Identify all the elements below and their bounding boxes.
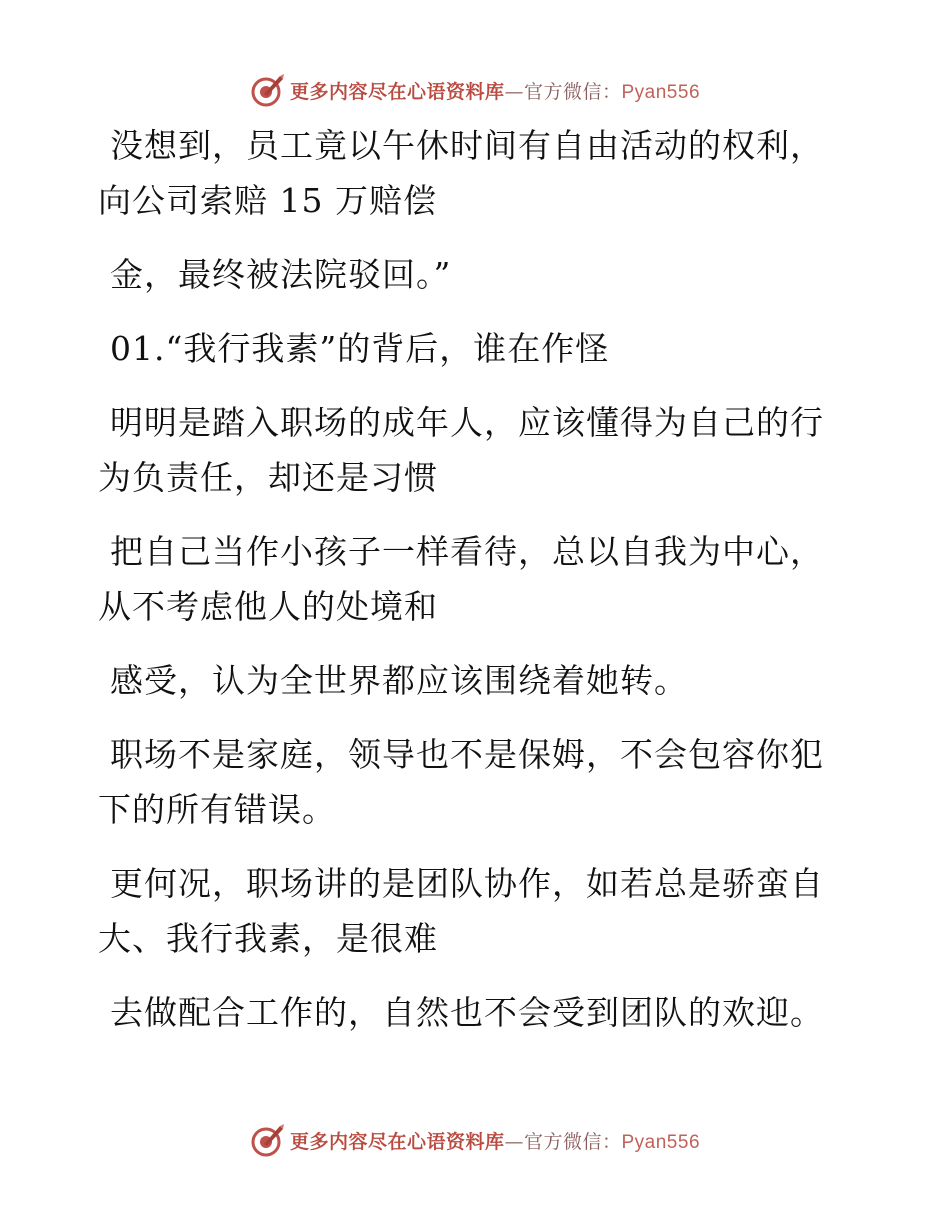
watermark-dash: —: [504, 1130, 524, 1153]
paragraph-line: 职场不是家庭，领导也不是保姆，不会包容你犯: [110, 735, 824, 774]
paragraph: [98, 247, 838, 302]
feather-logo-icon: [250, 72, 286, 108]
watermark-wechat-label: 官方微信：: [523, 80, 622, 103]
paragraph: [98, 856, 838, 966]
paragraph: [98, 524, 838, 634]
watermark-main: 更多内容尽在心语资料库: [289, 80, 505, 103]
paragraph-line: 明明是踏入职场的成年人，应该懂得为自己的行: [110, 403, 824, 442]
paragraph: [98, 653, 838, 708]
paragraph-line: 下的所有错误。: [98, 790, 336, 829]
watermark-wechat-id: Pyan556: [621, 1131, 701, 1153]
paragraph-line: 没想到，员工竟以午休时间有自由活动的权利，: [110, 126, 824, 165]
watermark-text: [290, 77, 700, 104]
paragraph: [98, 118, 838, 228]
paragraph-line: 去做配合工作的，自然也不会受到团队的欢迎。: [110, 993, 824, 1032]
paragraph-line: 大、我行我素，是很难: [98, 919, 438, 958]
watermark-wechat-label: 官方微信：: [523, 1130, 622, 1153]
paragraph-line: 向公司索赔 15 万赔偿: [98, 181, 437, 220]
paragraph-line: 感受，认为全世界都应该围绕着她转。: [110, 661, 688, 700]
watermark-main: 更多内容尽在心语资料库: [289, 1130, 505, 1153]
paragraph-line: 金，最终被法院驳回。”: [110, 255, 452, 294]
paragraph-line: 从不考虑他人的处境和: [98, 587, 438, 626]
paragraph-line: 更何况，职场讲的是团队协作，如若总是骄蛮自: [110, 864, 824, 903]
document-body: [98, 118, 838, 1059]
section-heading: [98, 321, 838, 376]
watermark-dash: —: [504, 80, 524, 103]
footer-watermark: [0, 1120, 950, 1160]
paragraph: [98, 727, 838, 837]
paragraph-line: 为负责任，却还是习惯: [98, 458, 438, 497]
paragraph-line: 把自己当作小孩子一样看待，总以自我为中心，: [110, 532, 824, 571]
paragraph: [98, 395, 838, 505]
watermark-text: [290, 1127, 700, 1154]
paragraph: [98, 985, 838, 1040]
feather-logo-icon: [250, 1122, 286, 1158]
watermark-wechat-id: Pyan556: [621, 81, 701, 103]
heading-line: 01.“我行我素”的背后，谁在作怪: [110, 329, 610, 368]
header-watermark: [0, 70, 950, 110]
